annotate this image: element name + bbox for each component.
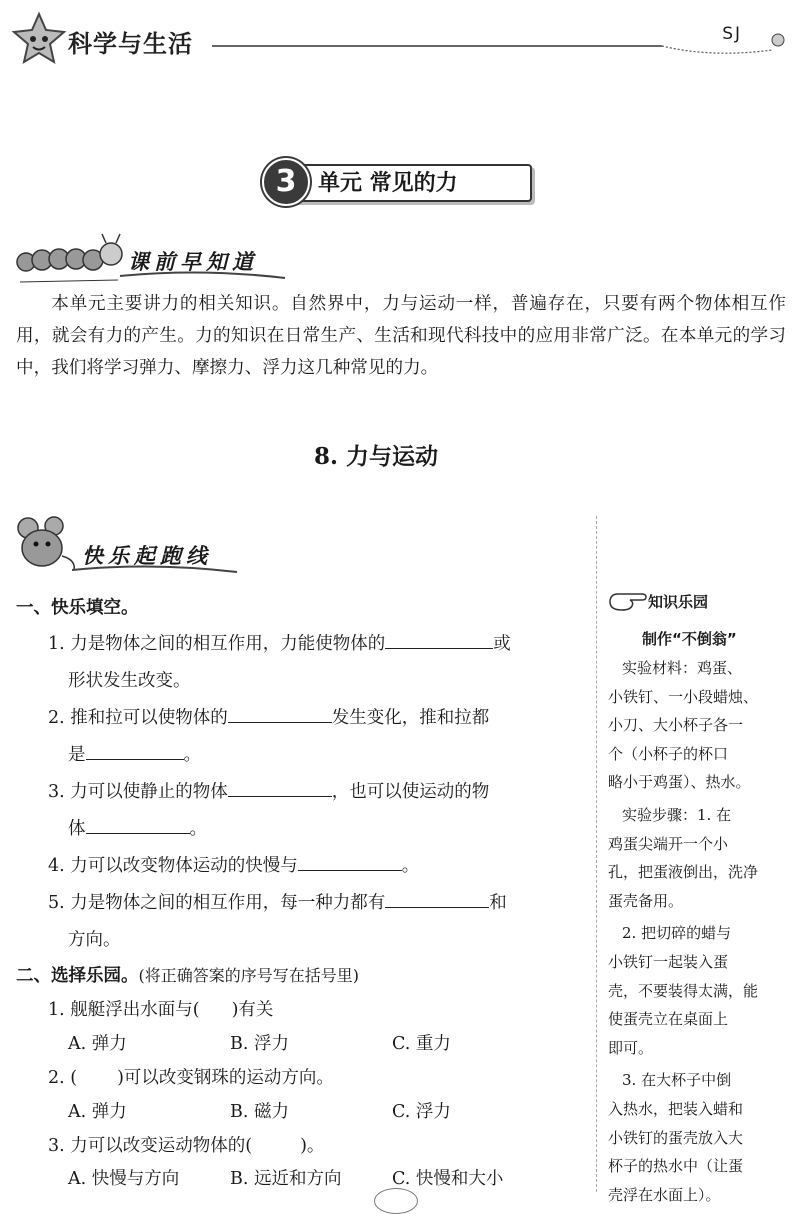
- question-text: 发生变化，推和拉都: [331, 708, 490, 728]
- sidebar-line: 个（小杯子的杯口: [608, 744, 729, 763]
- choice-option[interactable]: A. 弹力: [68, 1102, 127, 1122]
- choice-option[interactable]: C. 浮力: [392, 1102, 451, 1122]
- sidebar-body: [608, 654, 792, 1209]
- sidebar-line: 壳浮在水面上）。: [608, 1185, 721, 1204]
- answer-blank[interactable]: [228, 704, 332, 723]
- sidebar-line: 鸡蛋尖端开一个小: [608, 834, 729, 853]
- choice-question-3: [48, 1132, 324, 1157]
- sidebar-heading: 知识乐园: [648, 593, 709, 611]
- choice-option[interactable]: B. 浮力: [230, 1034, 289, 1054]
- lesson-title: 8. 力与运动: [314, 443, 439, 470]
- choice-option[interactable]: A. 弹力: [68, 1034, 127, 1054]
- question-text: 。: [183, 745, 201, 765]
- question-text: 3. 力可以使静止的物体: [48, 782, 228, 802]
- choice-section-title: 二、选择乐园。: [16, 966, 139, 986]
- sidebar-line: 蛋壳备用。: [608, 891, 684, 910]
- sidebar-line: 小刀、大小杯子各一: [608, 716, 744, 735]
- question-text: 。: [401, 856, 420, 876]
- question-text: 和: [489, 893, 507, 913]
- answer-blank[interactable]: [86, 815, 190, 834]
- question-text: 1. 舰艇浮出水面与(: [48, 1000, 200, 1020]
- sidebar-line: 孔，把蛋液倒出，洗净: [608, 863, 759, 882]
- caterpillar-icon: [14, 232, 124, 284]
- sidebar-line: 2. 把切碎的蜡与: [622, 924, 732, 943]
- answer-blank[interactable]: [86, 741, 184, 760]
- answer-blank[interactable]: [385, 889, 489, 908]
- choice-question-1: [48, 996, 273, 1021]
- sidebar-line: 实验步骤：1. 在: [622, 805, 732, 824]
- choice-question-2: [48, 1064, 334, 1089]
- choice-section-header: [16, 962, 359, 987]
- question-text: 。: [189, 819, 207, 839]
- question-1-line-1: [48, 630, 511, 655]
- question-text: 体: [68, 819, 86, 839]
- sidebar-line: 小铁钉一起装入蛋: [608, 952, 729, 971]
- choice-option[interactable]: C. 重力: [392, 1034, 451, 1054]
- heading-underline: [72, 560, 242, 576]
- sidebar-line: 使蛋壳立在桌面上: [608, 1010, 729, 1029]
- heading-underline: [120, 266, 290, 282]
- sidebar-line: 3. 在大杯子中倒: [622, 1071, 732, 1090]
- choice-option[interactable]: B. 远近和方向: [230, 1169, 342, 1189]
- question-3-line-2: [68, 815, 207, 840]
- unit-intro-paragraph: 本单元主要讲力的相关知识。自然界中，力与运动一样，普遍存在，只要有两个物体相互作用，就会有力的产生。力的知识在日常生产、生活和现代科技中的应用非常广泛。在本单元的学习中，我们将学习弹力、摩擦力、浮力这几种常见的力。: [16, 294, 786, 378]
- question-4-line-1: [48, 852, 419, 877]
- choice-option[interactable]: A. 快慢与方向: [68, 1169, 180, 1189]
- question-text: )可以改变钢珠的运动方向。: [117, 1068, 334, 1088]
- question-text: ，也可以使运动的物: [331, 782, 490, 802]
- question-5-line-1: [48, 889, 507, 914]
- question-text: 是: [68, 745, 86, 765]
- unit-banner: [262, 158, 532, 202]
- question-5-line-2: 方向。: [68, 930, 121, 950]
- sidebar-title: 制作“不倒翁”: [642, 630, 737, 648]
- question-1-line-2: 形状发生改变。: [68, 671, 191, 691]
- sidebar-line: 即可。: [608, 1038, 654, 1057]
- fill-section-title: 一、快乐填空。: [16, 598, 139, 618]
- choice-option[interactable]: C. 快慢和大小: [392, 1169, 504, 1189]
- question-text: 1. 力是物体之间的相互作用，力能使物体的: [48, 634, 386, 654]
- sidebar-line: 杯子的热水中（让蛋: [608, 1157, 744, 1176]
- unit-number: 3: [262, 158, 310, 206]
- sidebar-line: 略小于鸡蛋）、热水。: [608, 773, 751, 792]
- header-title: 科学与生活: [68, 30, 193, 58]
- mascot-logo-icon: [8, 10, 70, 72]
- question-text: 或: [493, 634, 511, 654]
- choice-section-note: (将正确答案的序号写在括号里): [138, 966, 359, 985]
- answer-blank[interactable]: [385, 630, 493, 649]
- pointing-hand-icon: [606, 588, 648, 612]
- question-2-line-1: [48, 704, 489, 729]
- sidebar-line: 入热水，把装入蜡和: [608, 1099, 744, 1118]
- sidebar-line: 小铁钉、一小段蜡烛、: [608, 687, 759, 706]
- header-rule: [212, 30, 792, 60]
- sidebar-line: 实验材料：鸡蛋、: [622, 659, 743, 677]
- mouse-icon: [14, 516, 80, 574]
- sidebar-line: 小铁钉的蛋壳放入大: [608, 1128, 744, 1147]
- choice-option[interactable]: B. 磁力: [230, 1102, 289, 1122]
- section-heading-warmup: 快乐起跑线: [82, 543, 212, 568]
- answer-blank[interactable]: [228, 778, 332, 797]
- question-text: )有关: [231, 1000, 274, 1020]
- question-text: 2. 推和拉可以使物体的: [48, 708, 228, 728]
- header-code: SJ: [722, 24, 742, 44]
- question-text: )。: [300, 1136, 325, 1156]
- question-text: 4. 力可以改变物体运动的快慢与: [48, 856, 298, 876]
- question-text: 3. 力可以改变运动物体的(: [48, 1136, 253, 1156]
- sidebar-line: 壳，不要装得太满，能: [608, 981, 759, 1000]
- page-number-ornament: [374, 1188, 418, 1214]
- section-heading-pre-knowledge: 课前早知道: [128, 249, 258, 274]
- unit-label: 单元 常见的力: [318, 171, 458, 196]
- question-2-line-2: [68, 741, 201, 766]
- question-text: 2. (: [48, 1068, 78, 1088]
- column-divider: [596, 516, 597, 1192]
- answer-blank[interactable]: [298, 852, 402, 871]
- question-text: 5. 力是物体之间的相互作用，每一种力都有: [48, 893, 386, 913]
- question-3-line-1: [48, 778, 489, 803]
